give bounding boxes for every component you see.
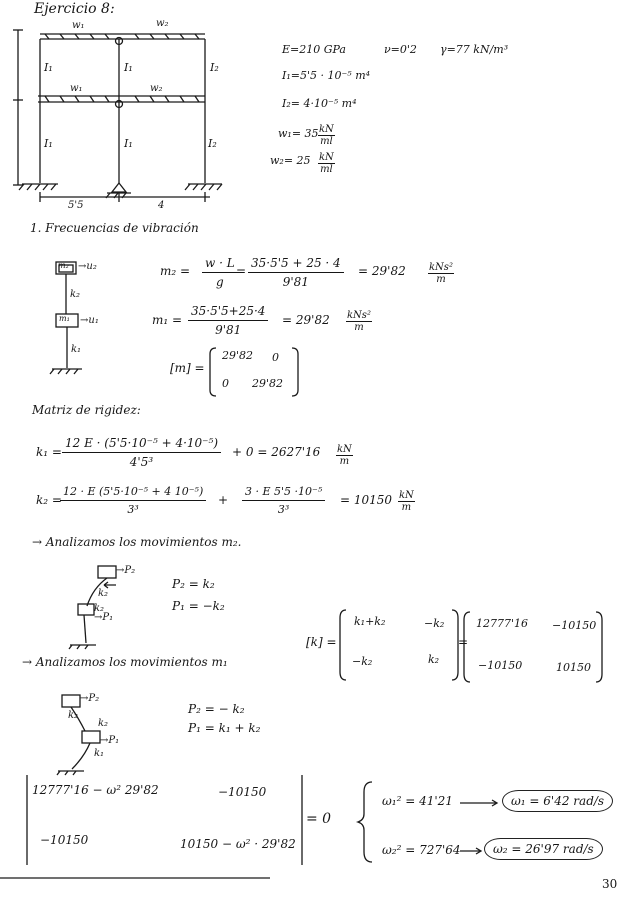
- frame-diagram: [13, 30, 222, 202]
- load-label: w₁: [72, 20, 85, 31]
- sketch-spring-label: k₂: [98, 588, 109, 599]
- k2-lhs: k₂ =: [36, 493, 62, 507]
- m-matrix-bracket-right: [292, 348, 298, 396]
- k2-unit: $\frac{kN}{m}$: [399, 490, 414, 513]
- m1-result: = 29'82: [282, 313, 330, 327]
- m2-fraction-1: $\frac{w \cdot L}{g}$: [202, 256, 238, 289]
- k-matrix-lhs: [k] =: [306, 635, 337, 649]
- determinant-cell: −10150: [40, 833, 89, 847]
- sketch-spring-label: k₂: [68, 710, 79, 721]
- analysis-m2-sketch: [69, 566, 116, 649]
- mass-matrix-cell: 0: [272, 351, 279, 364]
- given-w1: w₁= 35: [278, 127, 319, 140]
- sketch-spring-label: k₂: [94, 603, 105, 614]
- k1-lhs: k₁ =: [36, 445, 62, 459]
- column-inertia-label: I₁: [124, 137, 133, 150]
- given-gamma: γ=77 kN/m³: [440, 43, 509, 56]
- result-arrow-1: [460, 800, 497, 806]
- mass-matrix-cell: 0: [222, 377, 229, 390]
- k-numeric-cell: −10150: [478, 659, 523, 672]
- sketch-force-label: →P₂: [116, 565, 136, 576]
- sketch-spring-label: k₂: [98, 718, 109, 729]
- k2-plus: +: [218, 493, 229, 507]
- m2-result: = 29'82: [358, 264, 406, 278]
- m1-lhs: m₁ =: [152, 313, 183, 327]
- k-matrix-cell: k₂: [428, 653, 440, 666]
- column-inertia-label: I₁: [44, 137, 53, 150]
- column-inertia-label: I₁: [44, 61, 53, 74]
- k-matrix-cell: k₁+k₂: [354, 615, 386, 628]
- omega1-result: ω₁ = 6'42 rad/s: [502, 790, 613, 812]
- k-matrix-cell: −k₂: [424, 617, 445, 630]
- p2-equation: P₂ = k₂: [172, 577, 215, 591]
- sketch-mass-label: m₁: [59, 314, 70, 323]
- column-inertia-label: I₁: [124, 61, 133, 74]
- sketch-spring-label: k₁: [94, 748, 105, 759]
- k-numeric-bracket-right: [596, 612, 602, 682]
- analysis-m1-sketch: [57, 695, 100, 775]
- mass-matrix-cell: 29'82: [252, 377, 284, 390]
- k2-fraction-1: $\frac{\text{12 · E (5'5·10⁻⁵ + 4 10⁻⁵)}}{\text{3³}}$: [60, 485, 206, 516]
- k-numeric-cell: 12777'16: [476, 617, 529, 630]
- sketch-displacement-label: →u₂: [78, 261, 97, 272]
- span-dimension: 4: [158, 200, 165, 211]
- determinant-cell: −10150: [218, 785, 267, 799]
- p2-equation: P₂ = − k₂: [188, 702, 245, 716]
- determinant-equals: = 0: [306, 811, 332, 827]
- given-I2: I₂= 4·10⁻⁵ m⁴: [282, 97, 357, 110]
- k-matrix-bracket-left: [340, 610, 346, 680]
- p1-equation: P₁ = −k₂: [172, 599, 225, 613]
- given-poisson: ν=0'2: [384, 43, 417, 56]
- sketch-mass-label: m₂: [58, 261, 69, 270]
- given-w2-unit: $\frac{kN}{ml}$: [319, 152, 334, 175]
- analysis-m1-title: → Analizamos los movimientos m₁: [22, 655, 228, 669]
- load-label: w₂: [150, 83, 163, 94]
- sketch-force-label: →P₁: [100, 735, 120, 746]
- omega2-squared: ω₂² = 727'64: [382, 843, 461, 857]
- omega1-squared: ω₁² = 41'21: [382, 794, 453, 808]
- m2-fraction-2: $\frac{35\cdot 5'5 + 25 \cdot 4}{9'81}$: [248, 256, 344, 289]
- load-label: w₁: [70, 83, 83, 94]
- equals-sign: =: [236, 264, 247, 278]
- given-w2: w₂= 25: [270, 154, 311, 167]
- exercise-title: Ejercicio 8:: [34, 1, 115, 17]
- column-inertia-label: I₂: [208, 137, 217, 150]
- sketch-force-label: →P₁: [94, 612, 114, 623]
- section-title: 1. Frecuencias de vibración: [30, 221, 199, 235]
- given-w1-unit: $\frac{kN}{ml}$: [319, 124, 334, 147]
- span-dimension: 5'5: [68, 200, 84, 211]
- column-inertia-label: I₂: [210, 61, 219, 74]
- stiffness-title: Matriz de rigidez:: [32, 403, 141, 417]
- mass-matrix-cell: 29'82: [222, 349, 254, 362]
- result-arrow-2: [460, 848, 481, 854]
- sketch-displacement-label: →u₁: [80, 315, 99, 326]
- k2-result: = 10150: [340, 493, 393, 507]
- k-numeric-cell: 10150: [556, 661, 591, 674]
- mass-matrix-lhs: [m] =: [170, 361, 205, 375]
- given-I1: I₁=5'5 · 10⁻⁵ m⁴: [282, 69, 371, 82]
- k1-fraction: $\frac{\text{12 E · (5'5·10⁻⁵ + 4·10⁻⁵)}}{\text{4'5³}}$: [62, 436, 221, 469]
- p1-equation: P₁ = k₁ + k₂: [188, 721, 261, 735]
- page-number: 30: [602, 877, 618, 891]
- m1-unit: kNs² m: [347, 310, 371, 333]
- results-brace: [358, 782, 372, 862]
- equals-sign: =: [458, 635, 469, 649]
- determinant-cell: 12777'16 − ω² 29'82: [32, 783, 159, 797]
- omega2-result: ω₂ = 26'97 rad/s: [484, 838, 603, 860]
- sketch-force-label: →P₂: [80, 693, 100, 704]
- analysis-m2-title: → Analizamos los movimientos m₂.: [32, 535, 242, 549]
- sketch-spring-label: k₁: [71, 344, 82, 355]
- load-label: w₂: [156, 18, 169, 29]
- m2-unit: kNs² m: [429, 262, 453, 285]
- k1-result: + 0 = 2627'16: [232, 445, 321, 459]
- k-numeric-cell: −10150: [552, 619, 597, 632]
- sketch-spring-label: k₂: [70, 289, 81, 300]
- m-matrix-bracket-left: [210, 348, 216, 396]
- m1-fraction: $\frac{35\cdot 5'5+25\cdot 4}{9'81}$: [188, 304, 268, 337]
- k1-unit: $\frac{kN}{m}$: [337, 444, 352, 467]
- k2-fraction-2: $\frac{\text{3 · E 5'5 ·10⁻⁵}}{\text{3³}}$: [242, 485, 325, 516]
- given-E: E=210 GPa: [282, 43, 346, 56]
- k-matrix-cell: −k₂: [352, 655, 373, 668]
- determinant-cell: 10150 − ω² · 29'82: [180, 837, 296, 851]
- m2-lhs: m₂ =: [160, 264, 191, 278]
